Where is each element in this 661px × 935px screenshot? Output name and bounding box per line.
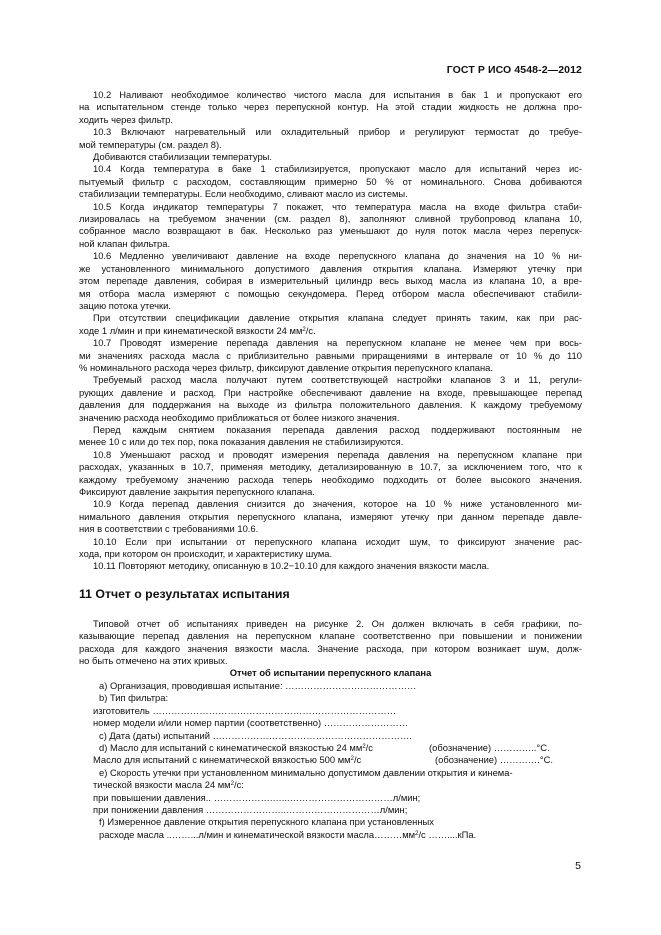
- paragraph-line: 10.3 Включают нагревательный или охладительный прибор и регулируют термостат до требуе-: [93, 126, 582, 138]
- report-item-e-line1: е) Скорость утечки при установленном минимально допустимом давлении открытия и кинема-: [99, 766, 513, 778]
- paragraph-list: [79, 89, 582, 573]
- paragraph-line: рующих давление и расход. При настройке обеспечивают давление на входе, превышающее перепад: [79, 386, 582, 398]
- paragraph-line: При отсутствии спецификации давление открытия клапана следует принять таким, как при рас-: [93, 312, 582, 324]
- paragraph-p10-5: [79, 200, 582, 251]
- report-form: [93, 680, 582, 841]
- paragraph-line: нимального давления открытия перепускного клапана, измеряют утечку при данном перепаде давле-: [79, 510, 582, 522]
- paragraph-p10-2: [79, 89, 582, 126]
- paragraph-p10-11: [93, 560, 582, 572]
- report-oil-500-label: Масло для испытаний с кинематической вязкостью 500 $мм^2/с$: [93, 754, 362, 766]
- paragraph-line: ми значениях расхода масла с приблизительно равными приращениями в интервале от 10 % до 110: [79, 349, 582, 361]
- paragraph-line: 10.9 Когда перепад давления снизится до значения, которое на 10 % ниже установленного ми-: [93, 498, 582, 510]
- paragraph-p10-8: [79, 448, 582, 499]
- report-oil-24-label: d) Масло для испытаний с кинематической вязкостью 24 $мм^2/с$: [99, 741, 373, 753]
- paragraph-line: менее 10 с или до тех пор, пока показания давления не стабилизируются.: [79, 436, 404, 448]
- paragraph-line: % номинального расхода через фильтр, фиксируют давление открытия перепускного клапана.: [79, 361, 493, 373]
- paragraph-p10-4: [79, 163, 582, 200]
- report-maker: изготовитель ……………………………………………………………………: [93, 704, 397, 716]
- report-item-e-line2: тической вязкости масла 24 $мм^2/с$:: [93, 779, 244, 791]
- paragraph-line: хода, при котором он происходит, и характеристику шума.: [79, 548, 333, 560]
- paragraph-line: зацию потока утечки.: [79, 299, 171, 311]
- paragraph-line: ния в соответствии с требованиями 10.6.: [79, 523, 259, 535]
- report-oil-500: [93, 754, 582, 766]
- paragraph-line: значению расхода необходимо приближаться от более низкого значения.: [79, 411, 400, 423]
- document-body: [79, 89, 582, 841]
- paragraph-p10-3: [79, 126, 582, 151]
- paragraph-line: ходе 1 л/мин и при кинематической вязкости 24 $мм^2/с$.: [79, 324, 316, 336]
- paragraph-line: 10.8 Уменьшают расход и проводят измерения перепада давления на перепускном клапане при: [93, 448, 582, 460]
- report-item-f-line1: f) Измеренное давление открытия перепускного клапана при установленных: [99, 816, 434, 828]
- paragraph-p10-10: [79, 535, 582, 561]
- paragraph-line: Добиваются стабилизации температуры.: [93, 151, 273, 163]
- intro-line: казывающие перепад давления на перепускном клапане соответственно при повышении и понижении: [79, 630, 582, 642]
- report-leak-increase: при повышении давления.. ……………….…...……………………………л/мин;: [93, 791, 421, 803]
- report-title: Отчет об испытании перепускного клапана: [229, 667, 432, 679]
- paragraph-line: же установленного минимального допустимого давления открытия клапана. Измеряют утечку при: [79, 262, 582, 274]
- paragraph-p10-3b: [93, 151, 582, 163]
- paragraph-line: давления для поддержания на выходе из фильтра положительного давления. К каждому требуемому: [79, 399, 582, 411]
- report-oil-24-value: (обозначение) …………..°С.: [429, 741, 550, 753]
- paragraph-line: мой температуры (см. раздел 8).: [79, 138, 222, 150]
- paragraph-line: 10.7 Проводят измерение перепада давления на перепускном клапане не менее чем при вось-: [93, 337, 582, 349]
- section-intro: [79, 617, 582, 668]
- section-heading: 11 Отчет о результатах испытания: [79, 586, 290, 601]
- paragraph-line: 10.6 Медленно увеличивают давление на входе перепускного клапана до значения на 10 % ни-: [93, 250, 582, 262]
- intro-line: но быть отмечено на этих кривых.: [79, 655, 228, 667]
- report-oil-24: [99, 742, 582, 754]
- paragraph-p10-9: [79, 498, 582, 535]
- report-item-c: с) Дата (даты) испытаний ……………………………………………………….: [99, 729, 413, 741]
- paragraph-line: Фиксируют давление закрытия перепускного клапана.: [79, 486, 315, 497]
- paragraph-line: 10.2 Наливают необходимое количество чистого масла для испытания в бак 1 и пропускают его: [93, 89, 582, 100]
- report-oil-500-value: (обозначение) ………….°С.: [435, 754, 553, 766]
- paragraph-line: пытуемый фильтр с расходом, составляющим примерно 50 % от номинального. Снова добиваются: [79, 175, 582, 187]
- paragraph-line: ной клапан фильтра.: [79, 237, 171, 249]
- paragraph-line: Требуемый расход масла получают путем соответствующей настройки клапанов 3 и 11, регули-: [93, 374, 582, 386]
- page-number: 5: [575, 860, 581, 872]
- intro-line: Типовой отчет об испытаниях приведен на рисунке 2. Он должен включать в себя графики, по-: [93, 617, 582, 629]
- paragraph-line: Перед каждым снятием показания перепада давления расход поддерживают постоянным не: [93, 423, 582, 435]
- intro-line: расхода для каждого значения вязкости масла. Значение расхода, при котором возникает шум, долж-: [79, 642, 582, 654]
- paragraph-p10-6b: [79, 312, 582, 337]
- paragraph-line: этом перепаде давления, собирая в измерительный цилиндр весь выход масла из клапана 10, а вре-: [79, 275, 582, 287]
- report-leak-decrease: при понижении давления ……………………..…………………………л/мин;: [93, 803, 408, 815]
- paragraph-line: расходах, указанных в 10.7, применяя методику, детализированную в 10.7, за исключением того, что к: [79, 461, 582, 473]
- paragraph-p10-7b: [79, 374, 582, 424]
- paragraph-p10-6: [79, 250, 582, 312]
- report-item-f-line2: расходе масла ..……...л/мин и кинематической вязкости $масла\dots\dots\dots мм^2/с$ ……....кПа.: [99, 828, 477, 840]
- document-header: ГОСТ Р ИСО 4548-2—2012: [446, 64, 582, 76]
- paragraph-line: лизировалась на требуемом значении (см. раздел 8), заполняют сливной трубопровод клапана 10,: [79, 213, 582, 225]
- paragraph-line: стабилизации температуры. Если необходимо, сливают масло из системы.: [79, 188, 408, 200]
- paragraph-p10-7: [79, 337, 582, 374]
- report-item-a: а) Организация, проводившая испытание: ……………………………………: [99, 679, 417, 691]
- report-item-b: b) Тип фильтра:: [99, 692, 169, 704]
- paragraph-line: ходить через фильтр.: [79, 113, 173, 125]
- paragraph-line: 10.11 Повторяют методику, описанную в 10.2−10.10 для каждого значения вязкости масла.: [93, 560, 490, 572]
- report-model: номер модели и/или номер партии (соответственно) ………………………: [93, 717, 409, 729]
- paragraph-line: 10.10 Если при испытании от перепускного клапана исходит шум, то фиксируют значение рас-: [93, 535, 582, 547]
- paragraph-line: на испытательном стенде только через перепускной контур. На этой стадии жидкость не должна про-: [79, 101, 582, 113]
- paragraph-line: каждому требуемому значению расхода теперь необходимо подходить от более высокого значения.: [79, 473, 582, 485]
- paragraph-line: мя отбора масла измеряют с помощью секундомера. Перед отбором масла обеспечивают стабили-: [79, 287, 582, 299]
- paragraph-line: 10.4 Когда температура в баке 1 стабилизируется, пропускают масло для испытаний через ис-: [93, 163, 582, 175]
- paragraph-line: собранное масло возвращают в бак. Несколько раз уменьшают до нуля поток масла через перепуск-: [79, 225, 582, 237]
- paragraph-line: 10.5 Когда индикатор температуры 7 покажет, что температура масла на входе фильтра стаби-: [93, 200, 582, 212]
- paragraph-p10-7c: [79, 423, 582, 449]
